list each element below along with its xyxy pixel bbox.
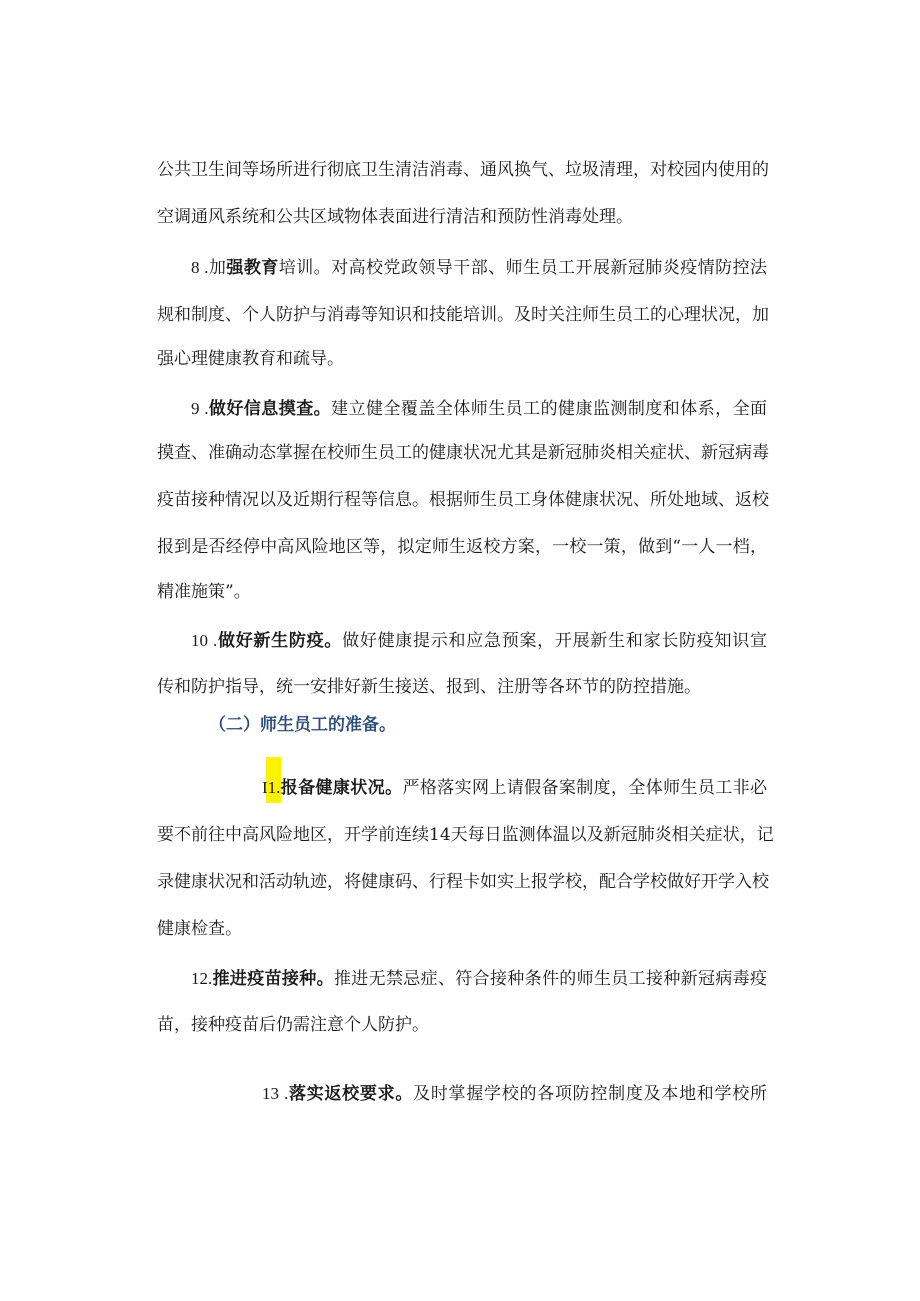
paragraph-number: 9 . [191, 399, 209, 418]
text-line [157, 580, 767, 604]
text-span: 录健康状况和活动轨迹，将健康码、行程卡如实上报学校，配合学校做好开学入校 [157, 872, 769, 892]
text-span: 培训。对高校党政领导干部、师生员工开展新冠肺炎疫情防控法 [278, 258, 768, 278]
bold-phrase: 推进疫苗接种。 [212, 969, 334, 989]
text-span: 苗，接种疫苗后仍需注意个人防护。 [157, 1015, 429, 1035]
paragraph-number: 10 . [191, 631, 218, 650]
text-line [157, 1013, 767, 1037]
bold-phrase: 做好信息摸查。 [208, 399, 332, 419]
paragraph-11-first-line [262, 776, 767, 800]
text-span: 强心理健康教育和疏导。 [157, 349, 344, 369]
text-span: 加 [208, 258, 227, 278]
text-span: 建立健全覆盖全体师生员工的健康监测制度和体系，全面 [331, 399, 768, 419]
text-span: 健康检查。 [157, 919, 242, 939]
paragraph-10-first-line [191, 629, 767, 653]
text-line [157, 158, 767, 182]
text-line [157, 441, 767, 465]
bold-phrase: 落实返校要求。 [288, 1084, 414, 1104]
text-line [157, 870, 767, 894]
paragraph-9-first-line [191, 397, 767, 421]
text-span: 报到是否经停中高风险地区等，拟定师生返校方案，一校一策，做到“一人一档， [157, 537, 767, 557]
text-span: 疫苗接种情况以及近期行程等信息。根据师生员工身体健康状况、所处地域、返校 [157, 490, 769, 510]
text-span: 传和防护指导，统一安排好新生接送、报到、注册等各环节的防控措施。 [157, 677, 701, 697]
text-line [157, 535, 767, 559]
paragraph-number: 13 . [262, 1084, 289, 1103]
paragraph-number: I1. [262, 778, 281, 797]
text-span: 公共卫生间等场所进行彻底卫生清洁消毒、通风换气、垃圾清理，对校园内使用的 [157, 160, 769, 180]
text-span: 严格落实网上请假备案制度，全体师生员工非必 [402, 778, 768, 798]
text-line [157, 675, 767, 699]
bold-phrase: 报备健康状况。 [280, 778, 403, 798]
text-line [157, 917, 767, 941]
paragraph-12-first-line [191, 967, 767, 991]
section-heading: （二）师生员工的准备。 [209, 715, 396, 735]
text-span: 精准施策”。 [157, 582, 251, 602]
text-line [157, 303, 767, 327]
text-span: 及时掌握学校的各项防控制度及本地和学校所 [413, 1084, 768, 1104]
text-span: 规和制度、个人防护与消毒等知识和技能培训。及时关注师生员工的心理状况，加 [157, 305, 769, 325]
paragraph-number: 8 . [191, 258, 209, 277]
text-span: 空调通风系统和公共区域物体表面进行清洁和预防性消毒处理。 [157, 207, 633, 227]
text-line [157, 488, 767, 512]
paragraph-8-first-line [191, 256, 767, 280]
text-span: 摸查、准确动态掌握在校师生员工的健康状况尤其是新冠肺炎相关症状、新冠病毒 [157, 443, 769, 463]
paragraph-number: 12. [191, 969, 213, 988]
text-line [157, 205, 767, 229]
bold-phrase: 做好新生防疫。 [217, 631, 343, 651]
text-span: 推进无禁忌症、符合接种条件的师生员工接种新冠病毒疫 [333, 969, 767, 989]
text-line [157, 347, 767, 371]
text-line [157, 823, 774, 847]
text-span: 做好健康提示和应急预案，开展新生和家长防疫知识宣 [342, 631, 767, 651]
paragraph-13-first-line [262, 1082, 767, 1106]
text-span: 要不前往中高风险地区，开学前连续14天每日监测体温以及新冠肺炎相关症状，记 [157, 825, 774, 845]
bold-phrase: 强教育 [226, 258, 279, 278]
